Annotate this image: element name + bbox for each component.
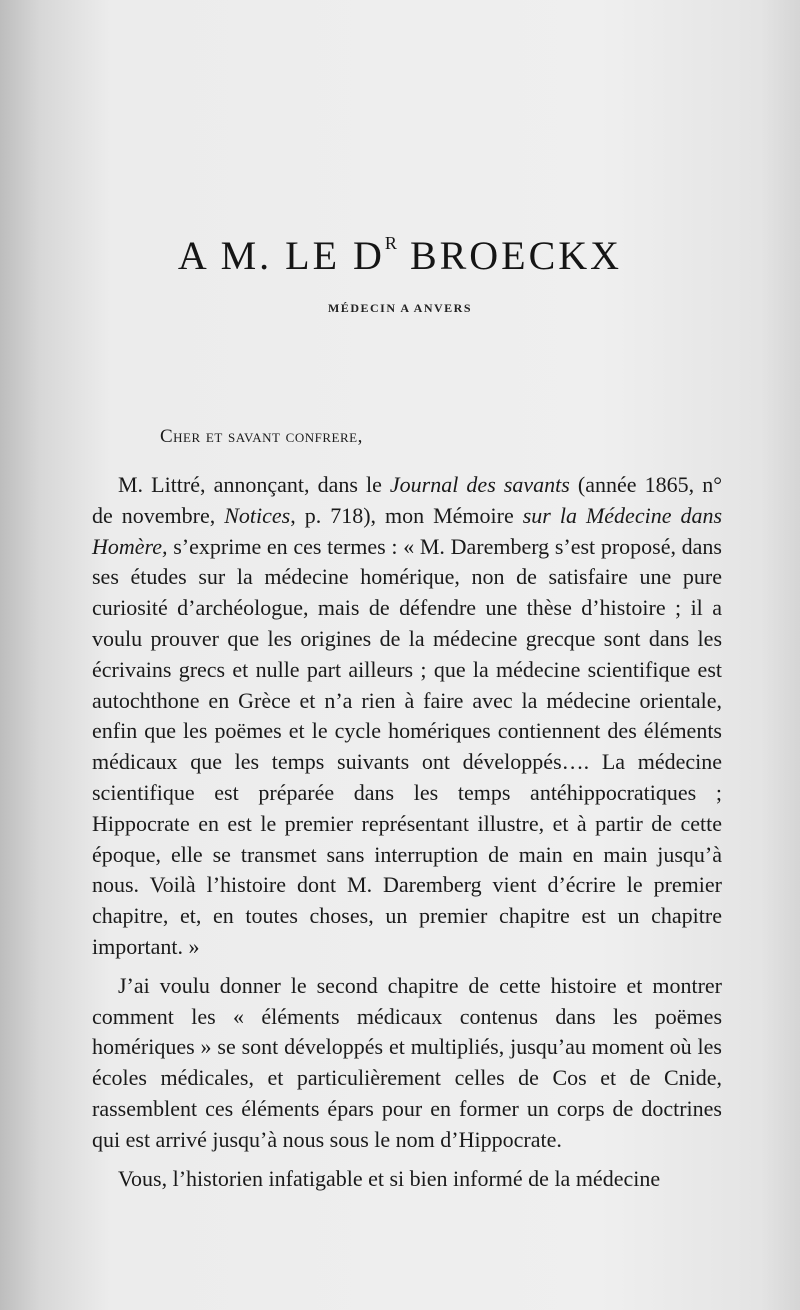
page-title [0, 232, 800, 279]
italic-run: Journal des savants [389, 472, 570, 497]
text-run: J’ai voulu donner le second chapitre de cette histoire et montrer comment les « éléments médicaux contenus dans les poëmes homériques » se sont développés et multipliés, jusqu’au moment où les écoles médicales, et particulièrement celles de Cos et de Cnide, rassemblent ces éléments épars pour en former un corps de doctrines qui est arrivé jusqu’à nous sous le nom d’Hippocrate. [92, 972, 722, 1152]
title-superscript: R [384, 233, 397, 253]
italic-run: sur la Médecine dans Homère, [92, 502, 723, 559]
salutation: Cher et savant confrere, [160, 426, 363, 447]
body-text [92, 470, 722, 1202]
title-rest: BROECKX [396, 233, 623, 278]
text-run: , p. 718), mon Mémoire [290, 502, 523, 528]
paragraph [92, 1164, 722, 1195]
text-run: (année 1865, n° de novembre, [92, 472, 722, 528]
text-run: M. Littré, annonçant, dans le [118, 472, 390, 497]
italic-run: Notices [224, 502, 291, 528]
text-run: s’exprime en ces termes : « M. Daremberg s’est proposé, dans ses études sur la médecine homérique, non de satisfaire une pure curiosité d’archéologue, mais de défendre une thèse d’histoire ; il a voulu prouver que les origines de la médecine grecque sont dans les écrivains grecs et nulle part ailleurs ; que la médecine scientifique est autochthone en Grèce et n’a rien à faire avec la médecine orientale, enfin que les poëmes et le cycle homériques contiennent des éléments médicaux que les temps suivants ont développés…. La médecine scientifique est préparée dans les temps antéhippocratiques ; Hippocrate en est le premier représentant illustre, et à partir de cette époque, elle se transmet sans interruption de main en main jusqu’à nous. Voilà l’histoire dont M. Daremberg vient d’écrire le premier chapitre, et, en toutes choses, un premier chapitre est un chapitre important. » [92, 533, 722, 959]
paragraph [92, 470, 722, 963]
page-subtitle: MÉDECIN A ANVERS [327, 301, 473, 315]
title-main: A M. LE D [177, 233, 385, 278]
text-run: Vous, l’historien infatigable et si bien informé de la médecine [118, 1165, 661, 1191]
paragraph [92, 971, 722, 1156]
